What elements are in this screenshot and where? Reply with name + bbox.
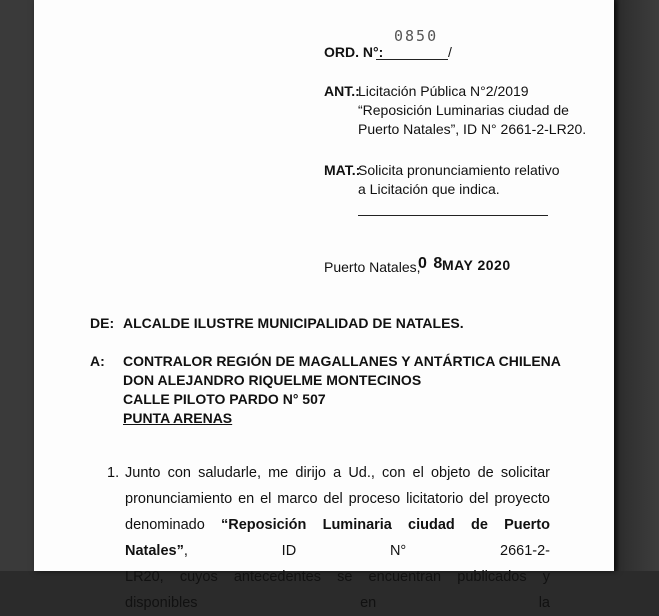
mat-label: MAT.: bbox=[324, 162, 361, 178]
ant-line-1: Licitación Pública N°2/2019 bbox=[358, 83, 529, 99]
mat-line-2: a Licitación que indica. bbox=[358, 181, 500, 197]
date-day-stamp: 0 8 bbox=[418, 255, 444, 272]
mat-line-1: Solicita pronunciamiento relativo bbox=[358, 162, 560, 178]
body-line-3 bbox=[125, 512, 550, 564]
viewer-background-right bbox=[614, 0, 659, 571]
date-place: Puerto Natales, bbox=[324, 259, 421, 275]
a-line-1: CONTRALOR REGIÓN DE MAGALLANES Y ANTÁRTICA CHILENA bbox=[123, 353, 561, 369]
paragraph-number: 1. bbox=[107, 465, 120, 481]
ord-number-stamp: 0850 bbox=[394, 27, 439, 45]
project-name: “Reposición Luminaria ciudad de Puerto Natales” bbox=[125, 517, 550, 559]
body-line-1: Junto con saludarle, me dirijo a Ud., con el objeto de solicitar bbox=[125, 465, 550, 481]
mat-separator-line bbox=[358, 215, 548, 216]
body-line-3-pre: denominado bbox=[125, 517, 221, 533]
ord-label: ORD. N°: bbox=[324, 44, 384, 60]
de-label: DE: bbox=[90, 315, 115, 331]
body-paragraph bbox=[125, 460, 550, 616]
de-value: ALCALDE ILUSTRE MUNICIPALIDAD DE NATALES. bbox=[123, 315, 464, 331]
a-line-4: PUNTA ARENAS bbox=[123, 410, 233, 426]
ord-underline bbox=[376, 59, 448, 60]
ant-line-3: Puerto Natales”, ID N° 2661-2-LR20. bbox=[358, 121, 587, 137]
a-line-2: DON ALEJANDRO RIQUELME MONTECINOS bbox=[123, 372, 422, 388]
document-page bbox=[34, 0, 614, 611]
a-line-3: CALLE PILOTO PARDO N° 507 bbox=[123, 391, 326, 407]
ant-line-2: “Reposición Luminarias ciudad de bbox=[358, 102, 569, 118]
ord-suffix: / bbox=[448, 44, 452, 60]
body-line-2: pronunciamiento en el marco del proceso licitatorio del proyecto bbox=[125, 491, 550, 507]
date-month-year-stamp: MAY 2020 bbox=[442, 257, 511, 273]
ant-label: ANT.: bbox=[324, 83, 360, 99]
body-line-3-post: , ID N° 2661-2- bbox=[183, 543, 550, 559]
body-line-4: LR20, cuyos antecedentes se encuentran publicados y disponibles en la bbox=[125, 569, 550, 611]
a-label: A: bbox=[90, 353, 105, 369]
viewer-background-left bbox=[0, 0, 34, 571]
